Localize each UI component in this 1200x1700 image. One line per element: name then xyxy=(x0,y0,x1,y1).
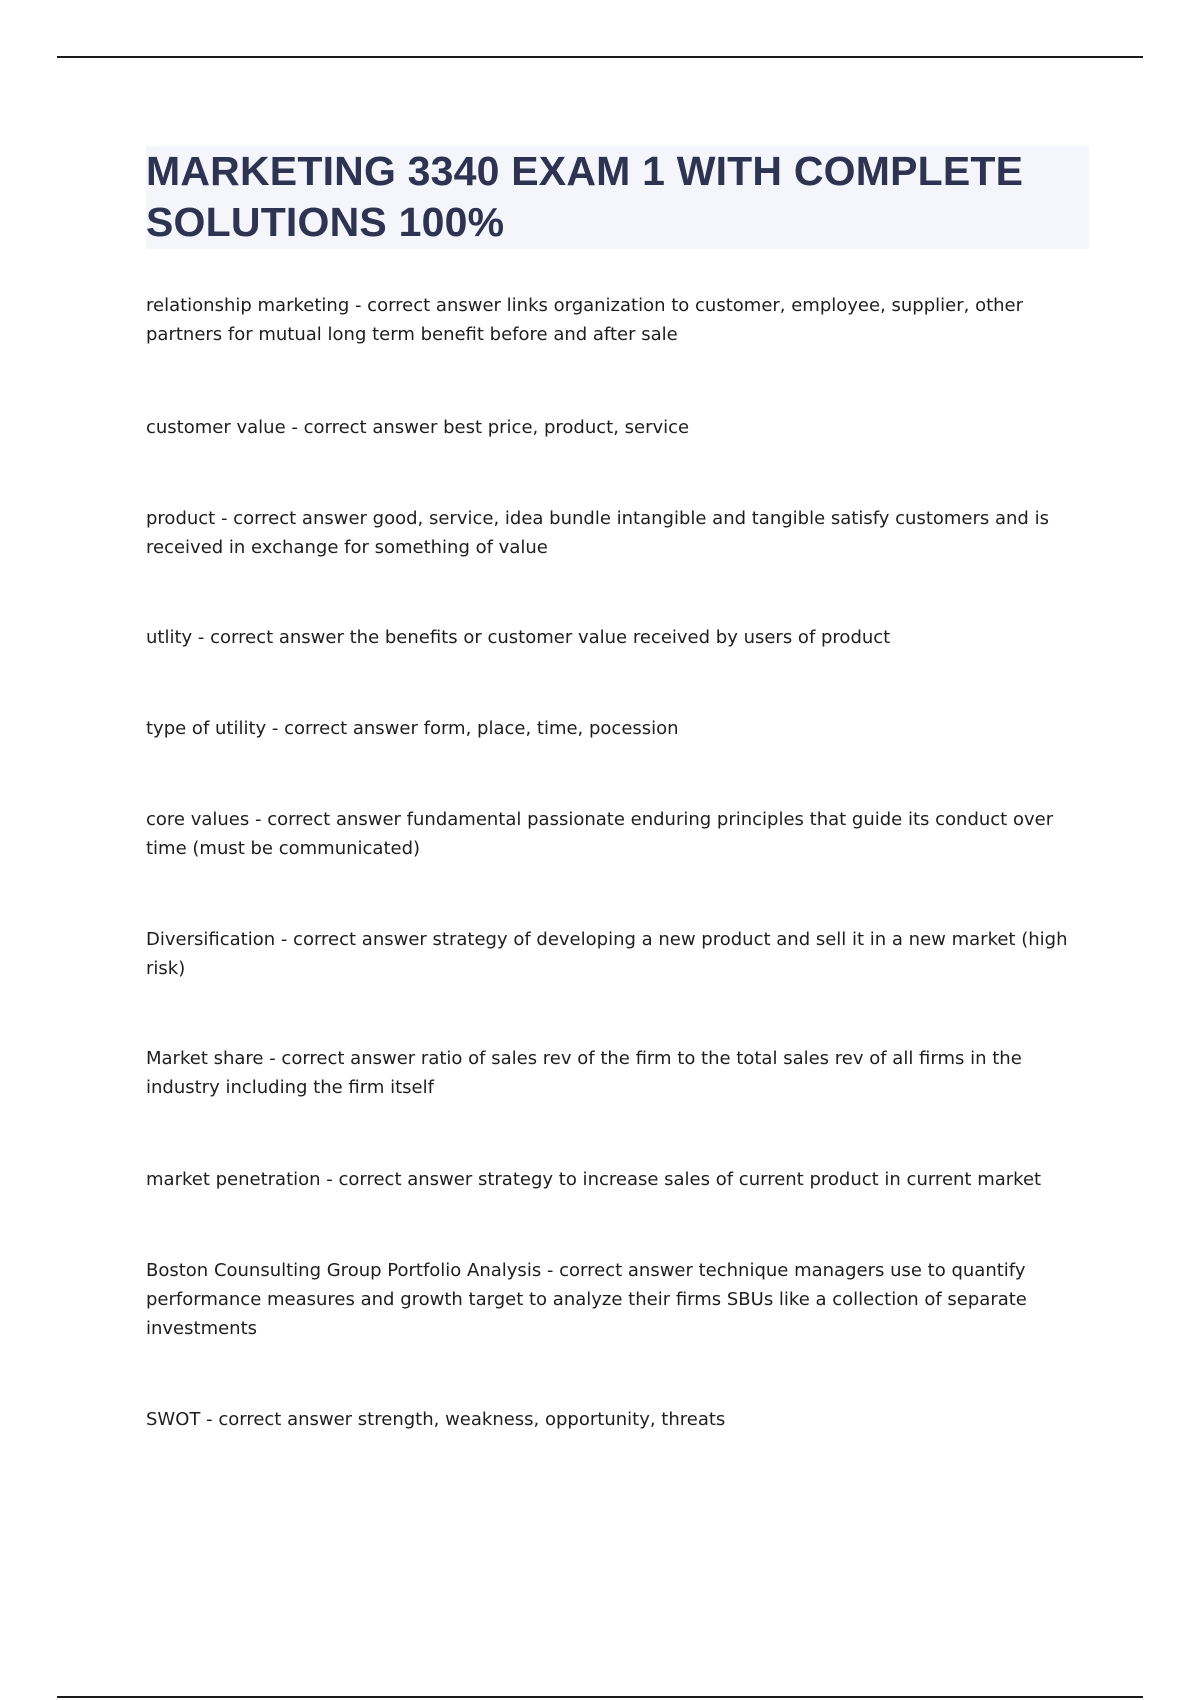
qa-entry: market penetration - correct answer strategy to increase sales of current product in current market xyxy=(146,1169,1042,1190)
page-title: MARKETING 3340 EXAM 1 WITH COMPLETE SOLUTIONS 100% xyxy=(146,148,1024,245)
qa-entry: customer value - correct answer best price, product, service xyxy=(146,417,690,438)
qa-entry: core values - correct answer fundamental passionate enduring principles that guide its conduct over time (must be communicated) xyxy=(146,809,1054,859)
footer-rule xyxy=(57,1696,1143,1698)
qa-entry: product - correct answer good, service, idea bundle intangible and tangible satisfy customers and is received in exchange for something of value xyxy=(146,508,1049,558)
qa-entry: type of utility - correct answer form, place, time, pocession xyxy=(146,718,679,739)
header-rule xyxy=(57,56,1143,58)
qa-entry: Diversification - correct answer strategy of developing a new product and sell it in a new market (high risk) xyxy=(146,929,1068,979)
qa-entry: SWOT - correct answer strength, weakness, opportunity, threats xyxy=(146,1409,726,1430)
title-band xyxy=(146,146,1089,249)
qa-entry: Market share - correct answer ratio of sales rev of the firm to the total sales rev of all firms in the industry including the firm itself xyxy=(146,1048,1022,1098)
qa-entry: Boston Counsulting Group Portfolio Analysis - correct answer technique managers use to quantify performance measures and growth target to analyze their firms SBUs like a collection of separate investments xyxy=(146,1260,1027,1339)
qa-entry: utlity - correct answer the benefits or customer value received by users of product xyxy=(146,627,891,648)
qa-entry: relationship marketing - correct answer links organization to customer, employee, supplier, other partners for mutual long term benefit before and after sale xyxy=(146,295,1024,345)
